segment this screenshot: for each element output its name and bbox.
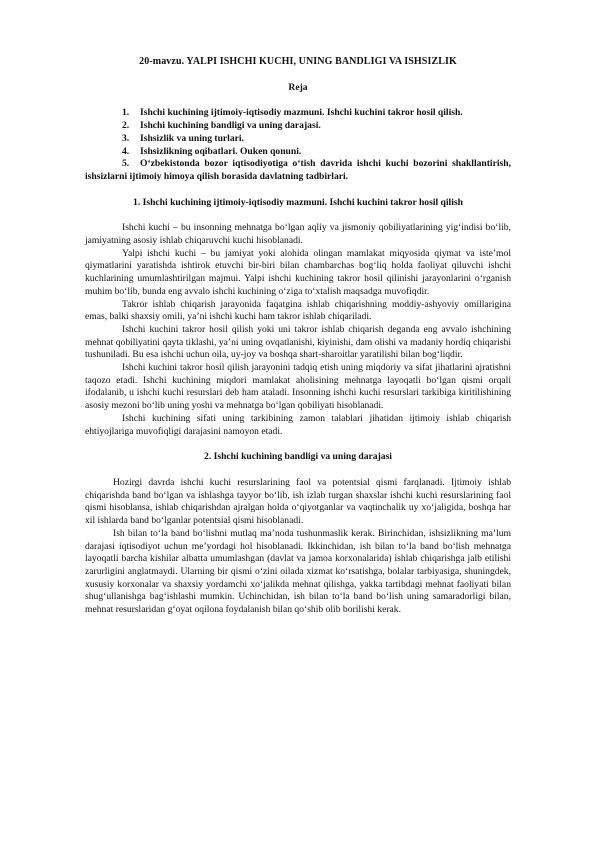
paragraph: Ishchi kuchini takror hosil qilish jarayonini tadqiq etish uning miqdoriy va sifat jihatlarini ajratishni taqozo etadi. Ishchi kuchining miqdori mamlakat aholisining mehnatga layoqatli bo‘lgan qismi orqali ifodalanib, u ishchi kuchi resurslari deb ham ataladi. Insonning ishchi kuchi resurslari tarkibiga kiritilishining asosiy mezoni bo‘lib uning yoshi va mehnatga bo‘lgan qobiliyati hisoblanadi.	[85, 362, 511, 412]
section-1-heading: 1. Ishchi kuchining ijtimoiy-iqtisodiy mazmuni. Ishchi kuchini takror hosil qilish	[133, 196, 463, 208]
document-page	[85, 56, 511, 617]
paragraph: Takror ishlab chiqarish jarayonida faqatgina ishlab chiqarishning moddiy-ashyoviy omillarigina emas, balki shaxsiy omili, ya’ni ishchi kuchi ham takror ishlab chiqariladi.	[85, 298, 511, 323]
paragraph: Ishchi kuchi – bu insonning mehnatga bo‘lgan aqliy va jismoniy qobiliyatlarining yig‘indisi bo‘lib, jamiyatning asosiy ishlab chiqaruvchi kuchi hisoblanadi.	[85, 222, 511, 247]
section-2-heading: 2. Ishchi kuchining bandligi va uning darajasi	[204, 451, 392, 463]
paragraph: Hozirgi davrda ishchi kuchi resurslarining faol va potentsial qismi farqlanadi. Ijtimoiy ishlab chiqarishda band bo‘lgan va ishlashga tayyor bo‘lib, ish izlab turgan shaxslar ishchi kuchi resurslarining faol qismi hisoblansa, ishlab chiqarishdan ajralgan holda o‘qiyotganlar va vaqtinchalik uy xo‘jaligida, boshqa har xil ishlarda band bo‘lganlar potentsial qismi hisoblanadi.	[85, 476, 511, 527]
plan-item: 5. O‘zbekistonda bozor iqtisodiyotiga o‘tish davrida ishchi kuchi bozorini shakllantirish, ishsizlarni ijtimoiy himoya qilish borasida davlatning tadbirlari.	[85, 158, 511, 182]
plan-item: 2. Ishchi kuchining bandligi va uning darajasi.	[122, 120, 321, 132]
plan-list	[85, 107, 511, 183]
paragraph: Ish bilan to‘la band bo‘lishni mutlaq ma’noda tushunmaslik kerak. Birinchidan, ishsizlikning ma’lum darajasi iqtisodiyot uchun me’yordagi hol hisoblanadi. Ikkinchidan, ish bilan to‘la band bo‘lish mehnatga layoqatli barcha kishilar albatta umumlashgan (davlat va jamoa korxonalarida) ishlab chiqarishga jalb etilishi zarurligini anglatmaydi. Ularning bir qismi o‘zini oilada xizmat ko‘rsatishga, bolalar tarbiyasiga, shuningdek, xususiy korxonalar va shaxsiy yordamchi xo‘jalikda mehnat qilishga, yakka tartibdagi mehnat faoliyati bilan shug‘ullanishga bag‘ishlashi mumkin. Uchinchidan, ish bilan to‘la band bo‘lish uning samaradorligi bilan, mehnat resurslaridan g‘oyat oqilona foydalanish bilan qo‘shib olib borilishi kerak.	[85, 527, 511, 616]
paragraph: Ishchi kuchini takror hosil qilish yoki uni takror ishlab chiqarish deganda eng avvalo ishchining mehnat qobiliyatini qayta tiklashi, ya’ni uning ovqatlanishi, kiyinishi, dam olishi va madaniy hordiq chiqarishi tushuniladi. Bu esa ishchi uchun oila, uy-joy va boshqa shart-sharoitlar yaratilishi bilan bog‘liqdir.	[85, 323, 511, 361]
plan-heading: Reja	[288, 81, 308, 93]
plan-item: 1. Ishchi kuchining ijtimoiy-iqtisodiy mazmuni. Ishchi kuchini takror hosil qilish.	[122, 107, 463, 119]
paragraph: Ishchi kuchining sifati uning tarkibining zamon talablari jihatidan ijtimoiy ishlab chiqarish ehtiyojlariga muvofiqligi darajasini namoyon etadi.	[85, 412, 511, 437]
document-title: 20-mavzu. YALPI ISHCHI KUCHI, UNING BANDLIGI VA ISHSIZLIK	[139, 56, 457, 67]
plan-item: 3. Ishsizlik va uning turlari.	[122, 132, 244, 144]
paragraph: Yalpi ishchi kuchi – bu jamiyat yoki alohida olingan mamlakat miqyosida qiymat va iste’mol qiymatlarini yaratishda ishtirok etuvchi bir-biri bilan chambarchas bog‘liq holda faoliyat qiluvchi ishchi kuchlarining umumlashtirilgan majmui. Yalpi ishchi kuchining takror hosil qilinishi jarayonlarini o‘rganish muhim bo‘lib, bunda eng avvalo ishchi kuchining o‘ziga to‘xtalish maqsadga muvofiqdir.	[85, 247, 511, 297]
plan-item: 4. Ishsizlikning oqibatlari. Ouken qonuni.	[122, 145, 302, 157]
